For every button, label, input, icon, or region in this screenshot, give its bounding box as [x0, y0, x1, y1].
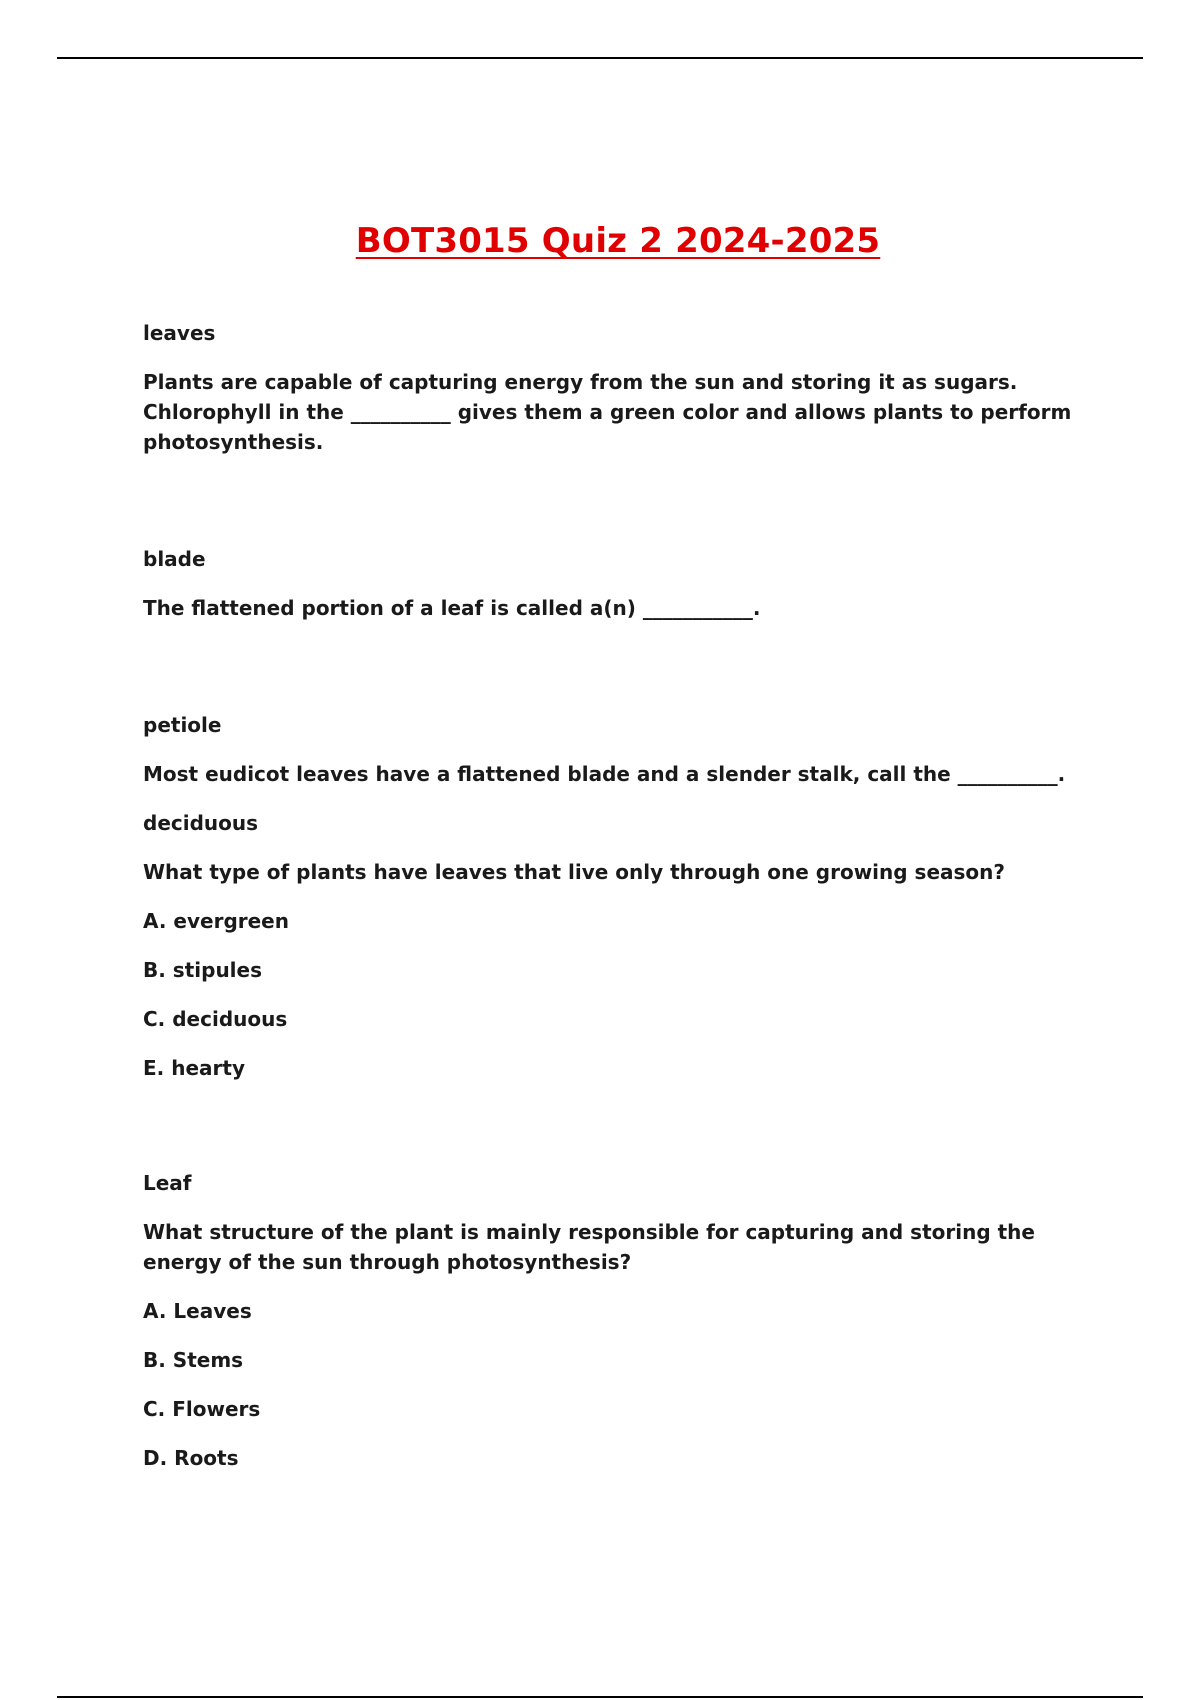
- quiz-item: [143, 1168, 1093, 1473]
- answer-option: C. Flowers: [143, 1397, 261, 1421]
- answer-option: A. evergreen: [143, 909, 289, 933]
- question-text: What type of plants have leaves that live only through one growing season?: [143, 860, 1005, 884]
- quiz-content: [143, 318, 1093, 1492]
- answer-option: D. Roots: [143, 1446, 239, 1470]
- answer-option: C. deciduous: [143, 1007, 288, 1031]
- quiz-item: [143, 710, 1093, 789]
- answer-option: B. stipules: [143, 958, 263, 982]
- spacer: [143, 476, 1093, 544]
- answer-term: Leaf: [143, 1171, 192, 1195]
- question-text: Plants are capable of capturing energy from the sun and storing it as sugars. Chlorophyll in the __________ gives them a green color and allows plants to perform photosynthesis.: [143, 370, 1072, 454]
- question-text: The flattened portion of a leaf is called a(n) ___________.: [143, 596, 761, 620]
- answer-option: E. hearty: [143, 1056, 245, 1080]
- answer-option: B. Stems: [143, 1348, 244, 1372]
- spacer: [143, 1102, 1093, 1168]
- bottom-rule: [57, 1696, 1143, 1698]
- top-rule: [57, 57, 1143, 59]
- answer-term: leaves: [143, 321, 216, 345]
- spacer: [143, 642, 1093, 710]
- question-text: Most eudicot leaves have a flattened blade and a slender stalk, call the __________.: [143, 762, 1066, 786]
- answer-option: A. Leaves: [143, 1299, 252, 1323]
- answer-term: blade: [143, 547, 206, 571]
- quiz-item: [143, 544, 1093, 623]
- answer-term: deciduous: [143, 811, 259, 835]
- quiz-item: [143, 808, 1093, 1083]
- document-title: BOT3015 Quiz 2 2024-2025: [355, 220, 881, 261]
- answer-term: petiole: [143, 713, 222, 737]
- question-text: What structure of the plant is mainly responsible for capturing and storing the energy of the sun through photosynthesis?: [143, 1220, 1035, 1274]
- quiz-item: [143, 318, 1093, 457]
